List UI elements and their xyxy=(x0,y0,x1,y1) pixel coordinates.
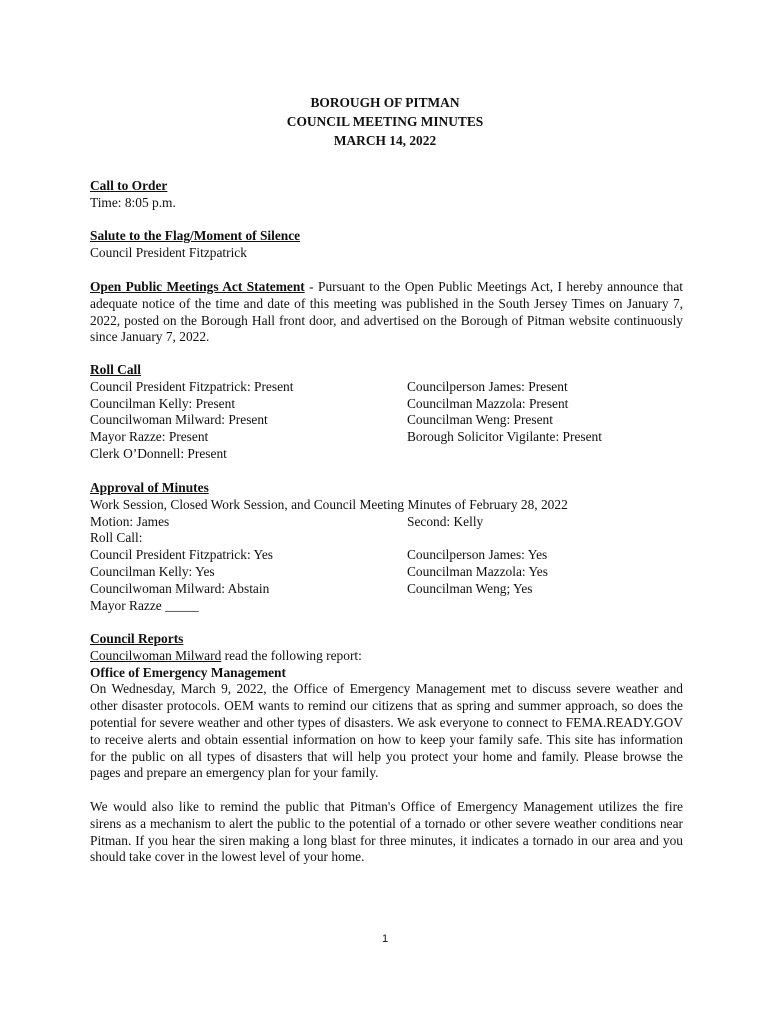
approval-roll-call-label: Roll Call: xyxy=(90,530,143,546)
header-borough: BOROUGH OF PITMAN xyxy=(310,95,460,110)
oem-paragraph-2: We would also like to remind the public that Pitman's Office of Emergency Management utilizes the fire sirens as a mechanism to alert the public to the potential of a tornado or other severe weather conditions near Pitman. If you hear the siren making a long blast for three minutes, it indicates a tornado in our area and you should take cover in the lowest level of your home. xyxy=(90,799,683,865)
oem-paragraph-1: On Wednesday, March 9, 2022, the Office of Emergency Management met to discuss severe weather and other disaster protocols. OEM wants to remind our citizens that as spring and summer approach, so does the potential for severe weather and other types of disasters. We ask everyone to connect to FEMA.READY.GOV to receive alerts and obtain essential information on how to keep your family safe. This site has information for the public on all types of disasters that will help you protect your home and family. Please browse the pages and prepare an emergency plan for your family. xyxy=(90,681,683,781)
vote-row xyxy=(90,598,683,615)
roll-call-heading: Roll Call xyxy=(90,362,141,377)
roll-call-right: Councilperson James: Present xyxy=(407,378,568,394)
page-number: 1 xyxy=(381,933,389,945)
oem-subheading: Office of Emergency Management xyxy=(90,664,286,680)
roll-call-right: Councilman Mazzola: Present xyxy=(407,395,569,411)
vote-row xyxy=(90,564,683,581)
approval-heading: Approval of Minutes xyxy=(90,480,209,495)
vote-right: Councilman Weng; Yes xyxy=(407,580,533,596)
call-to-order-section xyxy=(90,178,683,212)
call-to-order-time: Time: 8:05 p.m. xyxy=(90,194,176,210)
roll-call-right xyxy=(407,446,683,463)
header-date: MARCH 14, 2022 xyxy=(333,133,437,148)
roll-call-right: Councilman Weng: Present xyxy=(407,412,553,428)
vote-right: Councilman Mazzola: Yes xyxy=(407,563,548,579)
roll-call-row xyxy=(90,379,683,396)
reporter-suffix: read the following report: xyxy=(221,647,362,663)
roll-call-row xyxy=(90,412,683,429)
opma-section xyxy=(90,279,683,346)
roll-call-left: Councilwoman Milward: Present xyxy=(90,412,268,428)
document-header xyxy=(0,93,770,150)
call-to-order-heading: Call to Order xyxy=(90,178,168,193)
roll-call-row xyxy=(90,429,683,446)
vote-left: Mayor Razze _____ xyxy=(90,597,199,613)
vote-left: Councilman Kelly: Yes xyxy=(90,563,215,579)
roll-call-right: Borough Solicitor Vigilante: Present xyxy=(407,429,602,445)
reporter-name: Councilwoman Milward xyxy=(90,647,222,663)
salute-section xyxy=(90,228,683,262)
roll-call-section xyxy=(90,362,683,463)
reporter-line xyxy=(90,648,683,665)
roll-call-left: Clerk O’Donnell: Present xyxy=(90,445,227,461)
second-text: Second: Kelly xyxy=(407,513,484,529)
approval-description: Work Session, Closed Work Session, and Council Meeting Minutes of February 28, 2022 xyxy=(90,496,568,512)
motion-text: Motion: James xyxy=(90,513,170,529)
council-reports-section xyxy=(90,631,683,782)
header-title: COUNCIL MEETING MINUTES xyxy=(286,114,484,129)
motion-row xyxy=(90,514,683,531)
council-reports-heading: Council Reports xyxy=(90,631,184,646)
roll-call-row xyxy=(90,396,683,413)
roll-call-left: Councilman Kelly: Present xyxy=(90,395,236,411)
opma-text: - Pursuant to the Open Public Meetings Act, I hereby announce that adequate notice of the time and date of this meeting was published in the South Jersey Times on January 7, 2022, posted on the Borough Hall front door, and advertised on the Borough of Pitman website continuously since January 7, 2022. xyxy=(90,279,683,345)
roll-call-left: Council President Fitzpatrick: Present xyxy=(90,378,294,394)
salute-text: Council President Fitzpatrick xyxy=(90,244,247,260)
vote-row xyxy=(90,547,683,564)
salute-heading: Salute to the Flag/Moment of Silence xyxy=(90,228,301,243)
vote-row xyxy=(90,581,683,598)
vote-right xyxy=(407,598,683,615)
vote-right: Councilperson James: Yes xyxy=(407,547,548,563)
opma-heading: Open Public Meetings Act Statement xyxy=(90,279,305,294)
vote-left: Councilwoman Milward: Abstain xyxy=(90,580,270,596)
roll-call-row xyxy=(90,446,683,463)
approval-section xyxy=(90,480,683,614)
vote-left: Council President Fitzpatrick: Yes xyxy=(90,547,273,563)
roll-call-left: Mayor Razze: Present xyxy=(90,429,209,445)
